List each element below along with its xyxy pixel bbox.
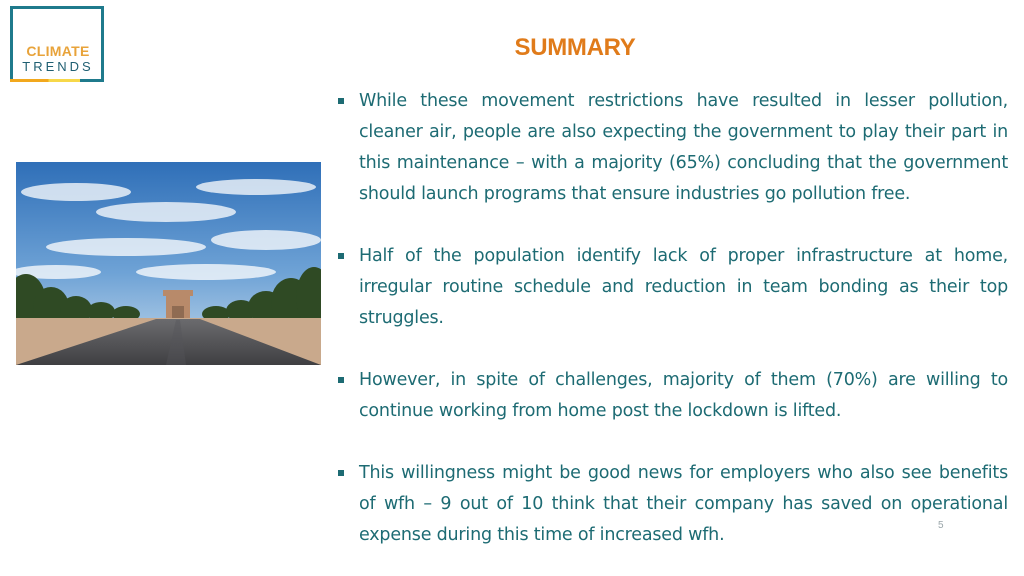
square-bullet-icon: [338, 470, 344, 476]
climate-trends-logo: [10, 6, 104, 82]
page-number: 5: [938, 520, 944, 531]
bullet-item: [336, 241, 1008, 334]
square-bullet-icon: [338, 253, 344, 259]
slide-title: SUMMARY: [514, 34, 636, 61]
bullet-text: This willingness might be good news for employers who also see benefits of wfh – 9 out of 10 think that their company has saved on operational expense during this time of increased wfh.: [359, 463, 1008, 545]
logo-text-top: CLIMATE: [26, 43, 90, 59]
bullet-text: Half of the population identify lack of proper infrastructure at home, irregular routine schedule and reduction in team bonding as their top struggles.: [359, 246, 1008, 328]
bullet-item: [336, 458, 1008, 551]
bullet-text: While these movement restrictions have resulted in lesser pollution, cleaner air, people are also expecting the government to play their part in this maintenance – with a majority (65%) concluding that the government should launch programs that ensure industries go pollution free.: [359, 91, 1008, 204]
bullet-item: [336, 365, 1008, 427]
summary-bullet-list: [336, 86, 1008, 551]
india-gate-photo: [16, 162, 321, 365]
bullet-item: [336, 86, 1008, 210]
logo-text-bottom: TRENDS: [22, 59, 94, 74]
bullet-text: However, in spite of challenges, majority of them (70%) are willing to continue working from home post the lockdown is lifted.: [359, 370, 1008, 421]
square-bullet-icon: [338, 98, 344, 104]
logo-accent-bar: [10, 79, 80, 82]
square-bullet-icon: [338, 377, 344, 383]
